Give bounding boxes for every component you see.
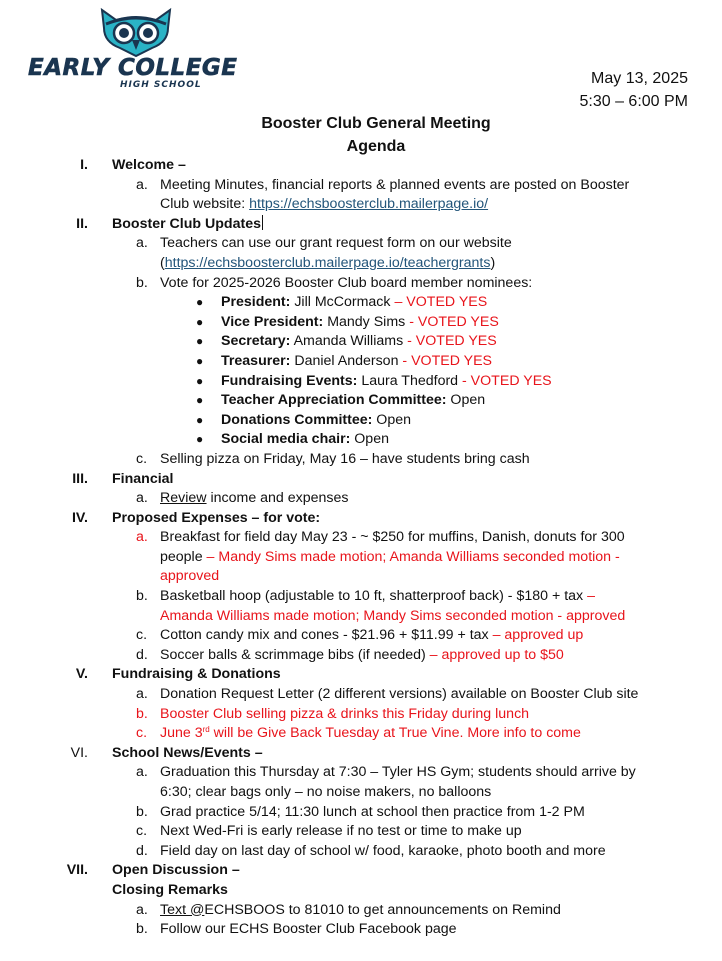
item-text: Grad practice 5/14; 11:30 lunch at school then practice from 1-2 PM bbox=[160, 803, 585, 820]
bullet-icon: ● bbox=[196, 412, 204, 427]
section-number: III. bbox=[72, 470, 88, 487]
meeting-datetime bbox=[579, 67, 688, 113]
item-text: Vote for 2025-2026 Booster Club board member nominees: bbox=[160, 274, 533, 291]
section-open-discussion bbox=[0, 861, 722, 881]
nominee-name: Mandy Sims bbox=[323, 313, 406, 330]
list-item bbox=[0, 763, 722, 783]
item-letter: a. bbox=[136, 764, 148, 781]
nominee-president bbox=[0, 293, 722, 313]
list-item-continuation bbox=[0, 607, 722, 627]
section-welcome bbox=[0, 156, 722, 176]
section-heading: Closing Remarks bbox=[112, 881, 228, 898]
list-item bbox=[0, 803, 722, 823]
item-text: Teachers can use our grant request form on our website bbox=[160, 235, 512, 252]
nominee-donations-committee bbox=[0, 411, 722, 431]
logo-title: EARLY COLLEGE bbox=[28, 55, 238, 81]
title-line-2: Agenda bbox=[346, 138, 406, 155]
list-item-continuation bbox=[0, 195, 722, 215]
item-text: 6:30; clear bags only – no noise makers, no balloons bbox=[160, 784, 492, 800]
list-item bbox=[0, 176, 722, 196]
motion-note: Amanda Williams made motion; Mandy Sims seconded motion - approved bbox=[160, 607, 626, 624]
item-letter: c. bbox=[136, 627, 148, 644]
item-letter: d. bbox=[136, 842, 148, 859]
section-number: IV. bbox=[71, 509, 88, 526]
text-cursor bbox=[262, 215, 263, 230]
section-number: II. bbox=[76, 215, 88, 232]
bullet-icon: ● bbox=[196, 393, 204, 408]
item-letter: b. bbox=[136, 588, 148, 605]
nominee-social-media bbox=[0, 430, 722, 450]
item-text: Basketball hoop (adjustable to 10 ft, shatterproof back) - $180 + tax bbox=[160, 588, 584, 605]
paren-close: ) bbox=[490, 254, 496, 271]
section-number: V. bbox=[75, 666, 88, 683]
item-text: Meeting Minutes, financial reports & planned events are posted on Booster bbox=[160, 176, 630, 193]
list-item bbox=[0, 705, 722, 725]
bullet-icon: ● bbox=[196, 295, 204, 310]
list-item bbox=[0, 724, 722, 744]
list-item bbox=[0, 528, 722, 548]
section-number: VI. bbox=[70, 744, 88, 761]
list-item bbox=[0, 685, 722, 705]
approval-note: – approved up to $50 bbox=[425, 646, 564, 663]
section-heading: Financial bbox=[112, 470, 174, 487]
meeting-time: 5:30 – 6:00 PM bbox=[579, 93, 688, 110]
list-item bbox=[0, 626, 722, 646]
item-letter: c. bbox=[136, 823, 148, 840]
nominee-fundraising-events bbox=[0, 372, 722, 392]
list-item bbox=[0, 489, 722, 509]
item-letter: b. bbox=[136, 274, 148, 291]
school-logo bbox=[28, 6, 248, 92]
nominee-role: Social media chair: bbox=[221, 431, 351, 448]
item-letter: a. bbox=[136, 901, 148, 918]
list-item bbox=[0, 274, 722, 294]
item-letter: d. bbox=[136, 646, 148, 663]
section-financial bbox=[0, 470, 722, 490]
item-letter: a. bbox=[136, 686, 148, 703]
item-letter: b. bbox=[136, 921, 148, 938]
nominee-role: Secretary: bbox=[221, 333, 291, 350]
section-proposed-expenses bbox=[0, 509, 722, 529]
item-text: will be Give Back Tuesday at True Vine. More info to come bbox=[209, 725, 581, 742]
nominee-name: Daniel Anderson bbox=[290, 352, 399, 369]
bullet-icon: ● bbox=[196, 373, 204, 388]
nominee-name: Open bbox=[372, 411, 411, 428]
nominee-role: Treasurer: bbox=[221, 352, 291, 369]
section-closing-remarks bbox=[0, 881, 722, 901]
vote-result: - VOTED YES bbox=[405, 313, 499, 330]
section-school-news bbox=[0, 744, 722, 764]
item-text: Donation Request Letter (2 different versions) available on Booster Club site bbox=[160, 686, 639, 703]
item-text: June 3 bbox=[160, 725, 203, 742]
nominee-name: Laura Thedford bbox=[357, 372, 459, 389]
section-number: I. bbox=[80, 157, 88, 173]
bullet-icon: ● bbox=[196, 314, 204, 329]
item-letter: a. bbox=[136, 529, 148, 546]
document-title bbox=[0, 112, 722, 158]
website-link[interactable]: https://echsboosterclub.mailerpage.io/ bbox=[249, 196, 489, 213]
list-item-continuation bbox=[0, 567, 722, 587]
nominee-role: Donations Committee: bbox=[221, 411, 373, 428]
agenda-body bbox=[0, 156, 722, 940]
section-heading: Booster Club Updates bbox=[112, 215, 261, 232]
item-letter: a. bbox=[136, 176, 148, 193]
item-text: Field day on last day of school w/ food, karaoke, photo booth and more bbox=[160, 842, 606, 859]
nominee-name: Jill McCormack bbox=[290, 294, 391, 311]
nominee-role: President: bbox=[221, 294, 291, 311]
item-text: Selling pizza on Friday, May 16 – have students bring cash bbox=[160, 450, 530, 467]
vote-result: – VOTED YES bbox=[390, 294, 488, 311]
section-heading: Open Discussion – bbox=[112, 862, 240, 879]
section-heading: Proposed Expenses – for vote: bbox=[112, 509, 321, 526]
bullet-icon: ● bbox=[196, 334, 204, 349]
item-text: Booster Club selling pizza & drinks this Friday during lunch bbox=[160, 705, 530, 722]
title-line-1: Booster Club General Meeting bbox=[261, 115, 491, 132]
vote-result: - VOTED YES bbox=[403, 333, 497, 350]
item-text: Cotton candy mix and cones - $21.96 + $11.99 + tax bbox=[160, 627, 489, 644]
list-item-continuation bbox=[0, 783, 722, 803]
list-item-continuation bbox=[0, 254, 722, 274]
motion-note: – bbox=[583, 588, 595, 605]
vote-result: - VOTED YES bbox=[398, 352, 493, 369]
bullet-icon: ● bbox=[196, 432, 204, 447]
item-letter: a. bbox=[136, 490, 148, 507]
item-text: income and expenses bbox=[206, 490, 349, 507]
nominee-vice-president bbox=[0, 313, 722, 333]
nominee-role: Fundraising Events: bbox=[221, 372, 358, 389]
list-item bbox=[0, 842, 722, 862]
list-item bbox=[0, 920, 722, 940]
ordinal-suffix: rd bbox=[202, 725, 210, 735]
nominee-name: Open bbox=[446, 392, 486, 409]
item-letter: b. bbox=[136, 803, 148, 820]
nominee-secretary bbox=[0, 332, 722, 352]
item-text: Graduation this Thursday at 7:30 – Tyler HS Gym; students should arrive by bbox=[160, 764, 636, 781]
item-text: Breakfast for field day May 23 - ~ $250 for muffins, Danish, donuts for 300 bbox=[160, 529, 625, 546]
item-text: Next Wed-Fri is early release if no test or time to make up bbox=[160, 823, 522, 840]
list-item-continuation bbox=[0, 548, 722, 568]
section-fundraising bbox=[0, 665, 722, 685]
item-letter: a. bbox=[136, 235, 148, 252]
item-text: Club website: bbox=[160, 196, 250, 213]
meeting-date: May 13, 2025 bbox=[591, 70, 688, 87]
vote-result: - VOTED YES bbox=[458, 372, 552, 389]
item-letter: b. bbox=[136, 705, 148, 722]
list-item bbox=[0, 450, 722, 470]
list-item bbox=[0, 901, 722, 921]
paren-open: ( bbox=[160, 254, 165, 271]
nominee-role: Vice President: bbox=[221, 313, 324, 330]
text-link[interactable]: Text @ bbox=[160, 901, 205, 918]
section-heading: Fundraising & Donations bbox=[112, 666, 281, 683]
list-item bbox=[0, 646, 722, 666]
item-text: Follow our ECHS Booster Club Facebook page bbox=[160, 921, 457, 938]
nominee-name: Amanda Williams bbox=[290, 333, 404, 350]
section-heading: School News/Events – bbox=[112, 744, 263, 761]
section-number: VII. bbox=[66, 862, 88, 879]
item-text: Soccer balls & scrimmage bibs (if needed) bbox=[160, 646, 426, 663]
item-text: ECHSBOOS to 81010 to get announcements on Remind bbox=[204, 901, 561, 918]
logo-subtitle: HIGH SCHOOL bbox=[120, 80, 202, 90]
list-item bbox=[0, 587, 722, 607]
item-letter: c. bbox=[136, 450, 148, 467]
teacher-grants-link[interactable]: https://echsboosterclub.mailerpage.io/teachergrants bbox=[164, 254, 491, 271]
motion-note: approved bbox=[160, 568, 220, 585]
nominee-teacher-appreciation bbox=[0, 391, 722, 411]
item-text: people bbox=[160, 548, 203, 565]
list-item bbox=[0, 234, 722, 254]
section-heading: Welcome – bbox=[112, 157, 186, 173]
motion-note: – Mandy Sims made motion; Amanda Williams seconded motion - bbox=[202, 548, 620, 565]
review-text: Review bbox=[160, 490, 207, 507]
nominee-treasurer bbox=[0, 352, 722, 372]
section-updates bbox=[0, 215, 722, 235]
owl-icon bbox=[28, 6, 248, 58]
bullet-icon: ● bbox=[196, 353, 204, 368]
approval-note: – approved up bbox=[488, 627, 584, 644]
nominee-role: Teacher Appreciation Committee: bbox=[221, 392, 447, 409]
item-letter: c. bbox=[136, 725, 148, 742]
list-item bbox=[0, 822, 722, 842]
nominee-name: Open bbox=[350, 431, 389, 448]
